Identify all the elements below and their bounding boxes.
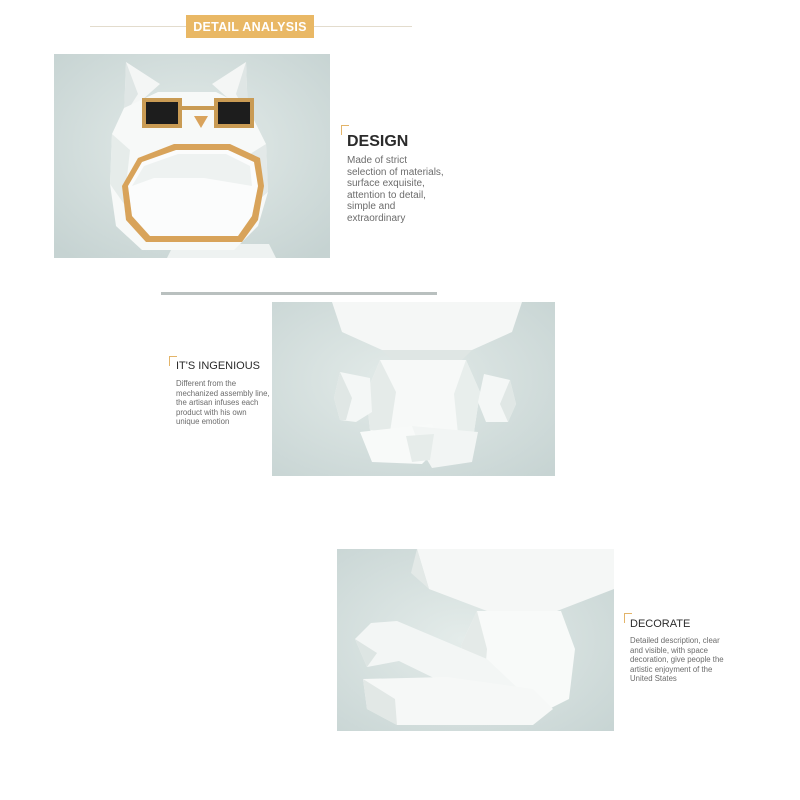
section-divider <box>161 292 437 295</box>
product-photo-cat-body <box>272 302 555 476</box>
header-line-right <box>314 26 412 27</box>
product-photo-cat-head <box>54 54 330 258</box>
ingenious-title: IT'S INGENIOUS <box>176 360 260 372</box>
decorate-title: DECORATE <box>630 618 691 630</box>
header-line-left <box>90 26 186 27</box>
product-photo-cat-side <box>337 549 614 731</box>
section-title: DETAIL ANALYSIS <box>193 19 307 34</box>
decorate-description: Detailed description, clear and visible, with space decoration, give people the artistic enjoyment of the United States <box>630 636 724 684</box>
design-description: Made of strict selection of materials, surface exquisite, attention to detail, simple and extraordinary <box>347 155 444 224</box>
section-title-badge <box>186 15 314 38</box>
ingenious-description: Different from the mechanized assembly line, the artisan infuses each product with his own unique emotion <box>176 379 270 427</box>
design-title: DESIGN <box>347 133 409 150</box>
